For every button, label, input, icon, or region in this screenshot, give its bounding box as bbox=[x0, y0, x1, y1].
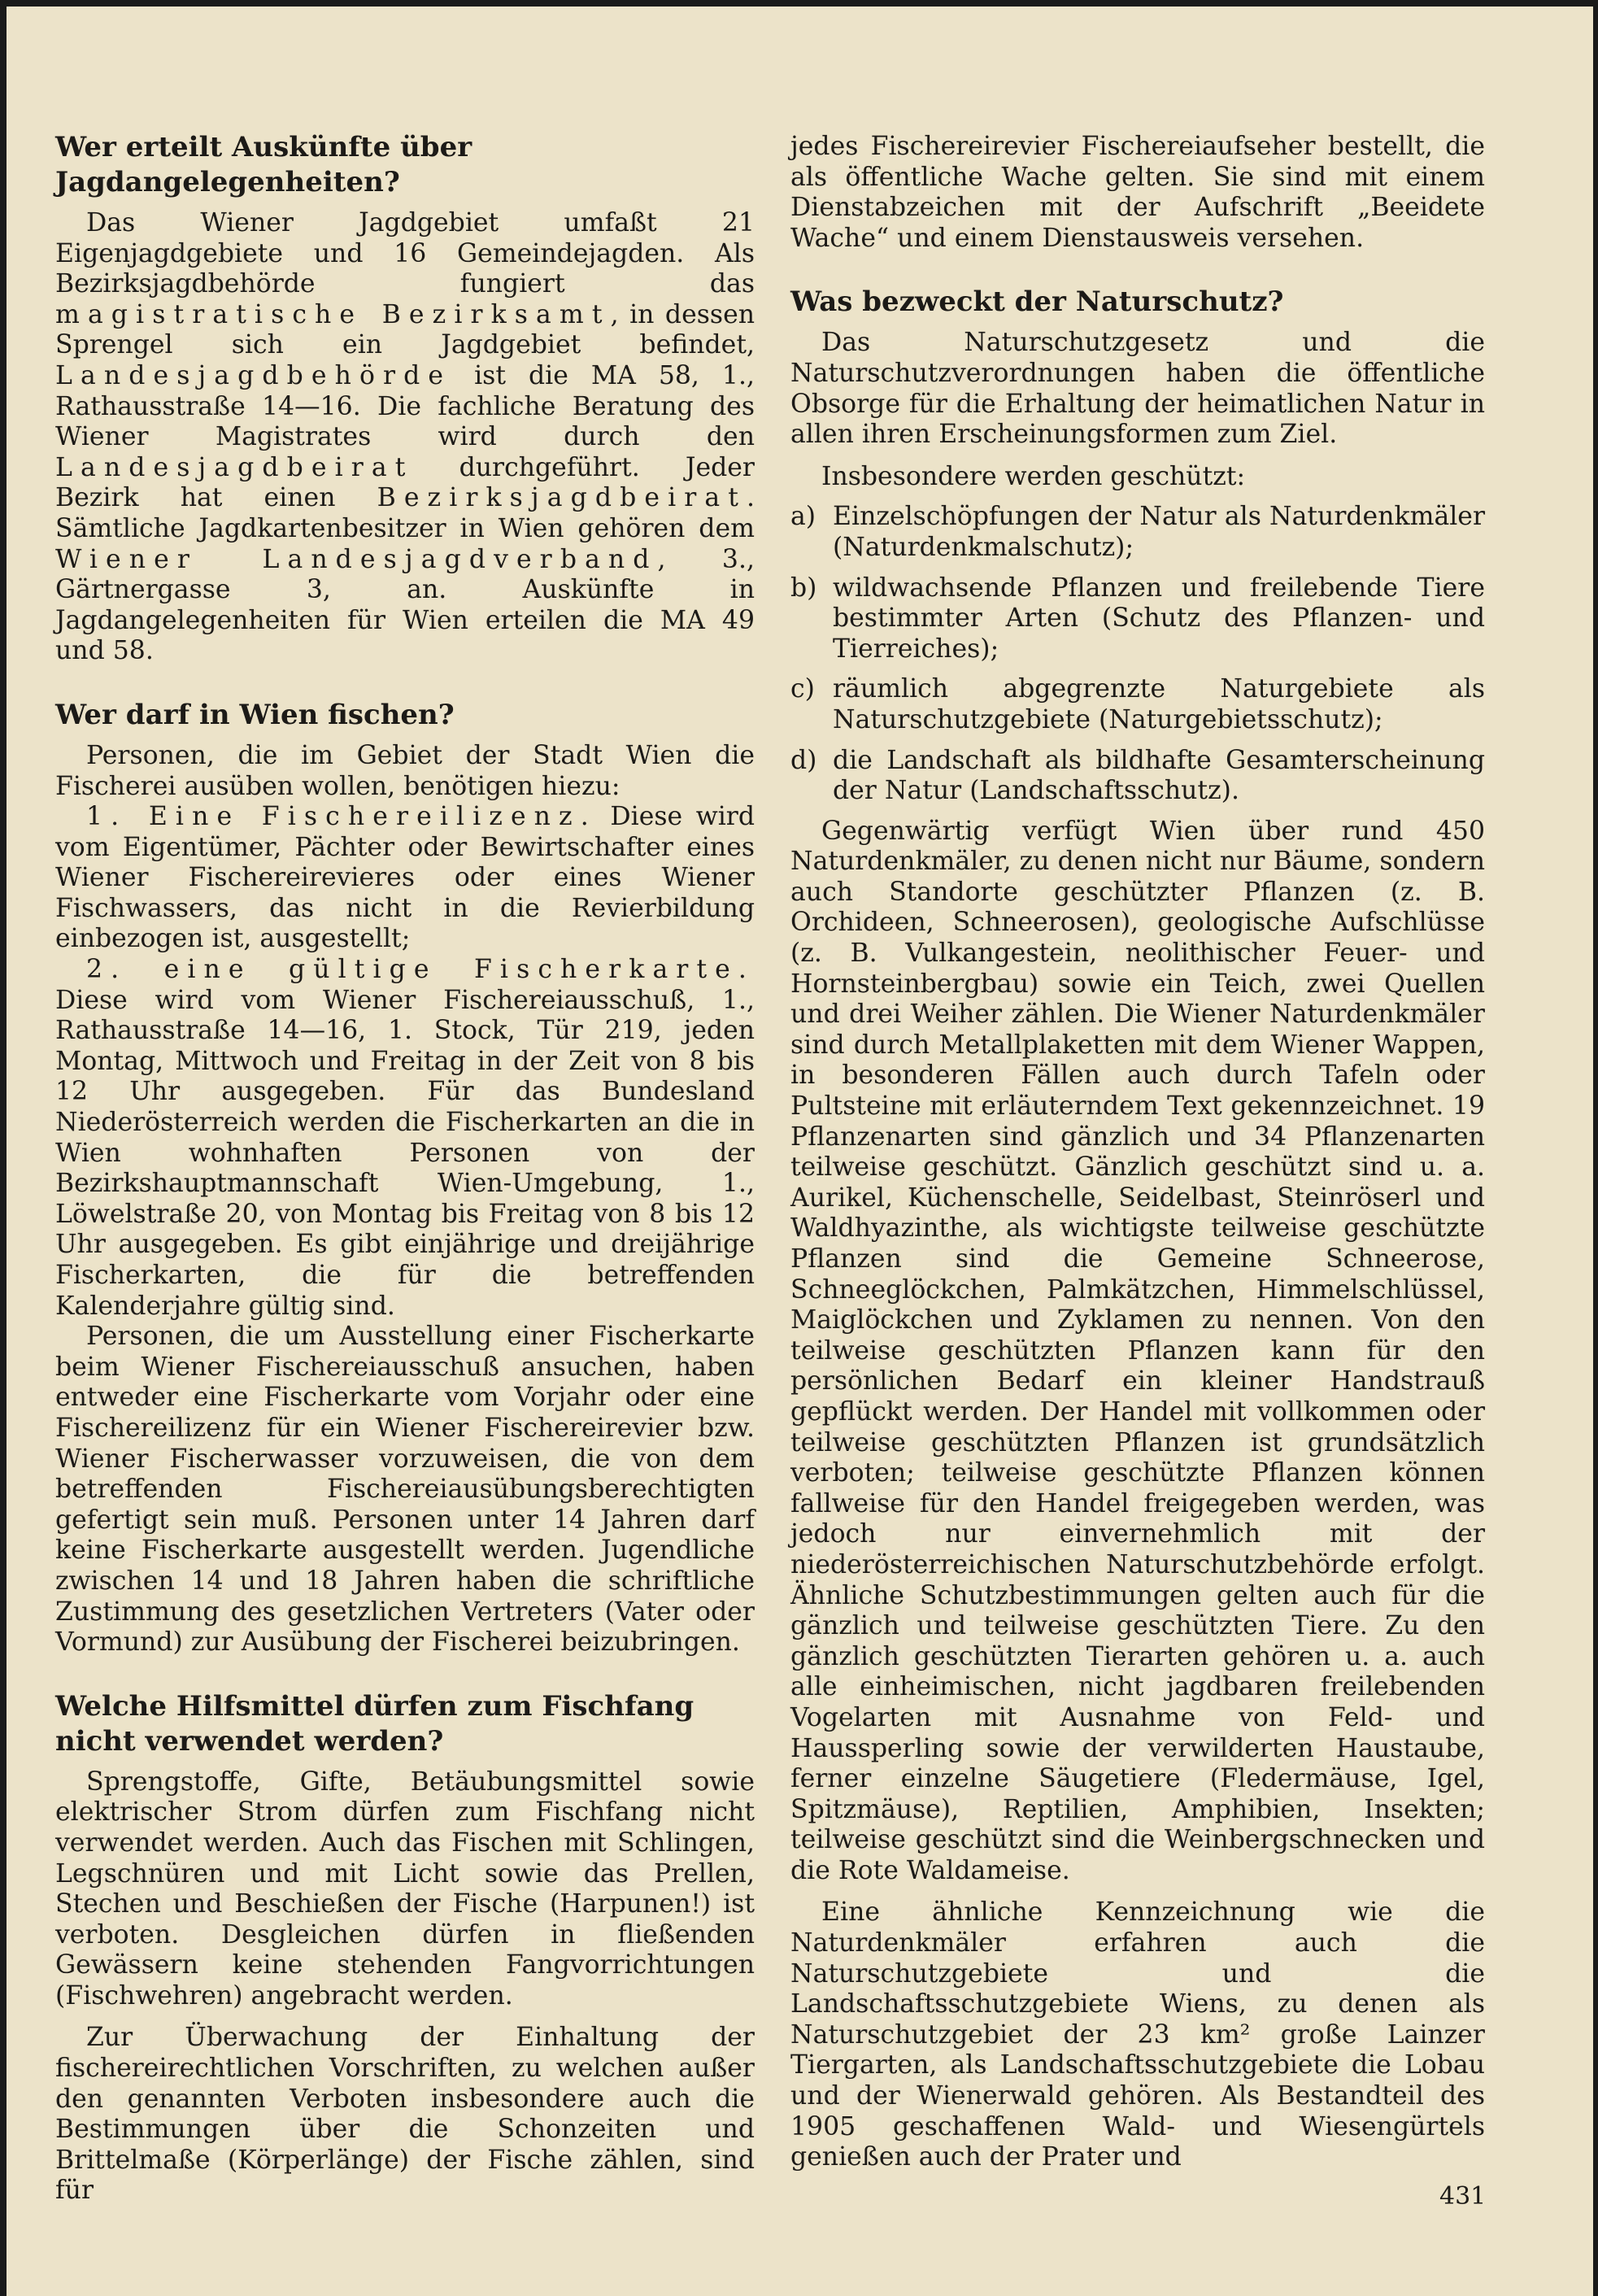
paragraph-naturschutzgesetz: Das Naturschutzgesetz und die Naturschutzverordnungen haben die öffentliche Obsorge für die Erhaltung der heimatlichen Natur in allen ihren Erscheinungsformen zum Ziel. bbox=[790, 328, 1485, 450]
paragraph-naturdenkmaeler: Gegenwärtig verfügt Wien über rund 450 Naturdenkmäler, zu denen nicht nur Bäume, sondern auch Standorte geschützter Pflanzen (z. B. Orchideen, Schneerosen), geologische Aufschlüsse (z. B. Vulkangestein, neolithischer Feuer- und Hornsteinbergbau) sowie ein Teich, zwei Quellen und drei Weiher zählen. Die Wiener Naturdenkmäler sind durch Metallplaketten mit dem Wiener Wappen, in besonderen Fällen auch durch Tafeln oder Pultsteine mit erläuterndem Text gekennzeichnet. 19 Pflanzenarten sind gänzlich und 34 Pflanzenarten teilweise geschützt. Gänzlich geschützt sind u. a. Aurikel, Küchenschelle, Seidelbast, Steinröserl und Waldhyazinthe, als wichtigste teilweise geschützte Pflanzen sind die Gemeine Schneerose, Schneeglöckchen, Palmkätzchen, Himmelschlüssel, Maiglöckchen und Zyklamen zu nennen. Von den teilweise geschützten Pflanzen kann für den persönlichen Bedarf ein kleiner Handstrauß gepflückt werden. Der Handel mit vollkommen oder teilweise geschützten Pflanzen ist grundsätzlich verboten; teilweise geschützte Pflanzen können fallweise für den Handel freigegeben werden, was jedoch nur einvernehmlich mit der niederösterreichischen Naturschutzbehörde erfolgt. Ähnliche Schutzbestimmungen gelten auch für die gänzlich und teilweise geschützten Tiere. Zu den gänzlich geschützten Tierarten gehören u. a. auch alle einheimischen, nicht jagdbaren freilebenden Vogelarten mit Ausnahme von Feld- und Haussperling sowie der verwilderten Haustaube, ferner einzelne Säugetiere (Fledermäuse, Igel, Spitzmäuse), Reptilien, Amphibien, Insekten; teilweise geschützt sind die Weinbergschnecken und die Rote Waldameise. bbox=[790, 816, 1485, 1885]
text-run: Diese wird vom Wiener Fischereiausschuß, 1., Rathausstraße 14—16, 1. Stock, Tür 219, jeden Montag, Mittwoch und Freitag in der Zeit von 8 bis 12 Uhr ausgegeben. Für das Bundesland Niederösterreich werden die Fischerkarten an die in Wien wohnhaften Personen von der Bezirkshauptmannschaft Wien-Umgebung, 1., Löwelstraße 20, von Montag bis Freitag von 8 bis 12 Uhr ausgegeben. Es gibt einjährige und dreijährige Fischerkarten, die für die betreffenden Kalenderjahre gültig sind. bbox=[55, 985, 755, 1321]
spaced-term: magistratische Bezirksamt bbox=[55, 299, 611, 329]
text-run: Diese wird vom Eigentümer, Pächter oder Bewirtschafter eines Wiener Fischereirevieres oder eines Wiener Fischwassers, das nicht in die Revierbildung einbezogen ist, ausgestellt; bbox=[55, 802, 755, 954]
list-item-label: a) bbox=[790, 502, 816, 532]
right-column bbox=[790, 132, 1485, 2173]
list-item-label: c) bbox=[790, 674, 815, 704]
page-number: 431 bbox=[1439, 2182, 1487, 2211]
spaced-term: Landesjagdbehörde bbox=[55, 360, 452, 390]
list-item bbox=[790, 502, 1485, 563]
scan-edge-top bbox=[0, 0, 1598, 7]
scan-edge-right bbox=[1593, 0, 1598, 2296]
text-run: . Sämtliche Jagdkartenbesitzer in Wien gehören dem bbox=[55, 483, 755, 543]
text-run: , 3., Gärtnergasse 3, an. Auskünfte in Jagdangelegenheiten für Wien erteilen die MA 49 und 58. bbox=[55, 544, 755, 666]
list-item-label: b) bbox=[790, 573, 817, 603]
paragraph-fischerkarte bbox=[55, 955, 755, 1322]
list-item bbox=[790, 746, 1485, 807]
text-run: ist die MA 58, 1., Rathausstraße 14—16. Die fachliche Beratung des Wiener Magistrates wird durch den bbox=[55, 360, 755, 452]
list-item-label: d) bbox=[790, 745, 817, 775]
spaced-term: 1. Eine Fischereilizenz. bbox=[86, 802, 597, 832]
paragraph-jagdgebiet bbox=[55, 208, 755, 667]
paragraph-ueberwachung: Zur Überwachung der Einhaltung der fischereirechtlichen Vorschriften, zu welchen außer den genannten Verboten insbesondere auch die Bestimmungen über die Schonzeiten und Brittelmaße (Körperlänge) der Fische zählen, sind für bbox=[55, 2023, 755, 2206]
paragraph-fischerei-voraussetzung: Personen, die im Gebiet der Stadt Wien die Fischerei ausüben wollen, benötigen hiezu: bbox=[55, 740, 755, 801]
list-item-text: wildwachsende Pflanzen und freilebende Tiere bestimmter Arten (Schutz des Pflanzen- und Tierreiches); bbox=[833, 573, 1485, 664]
paragraph-ausstellung: Personen, die um Ausstellung einer Fischerkarte beim Wiener Fischereiausschuß ansuchen, haben entweder eine Fischerkarte vom Vorjahr oder eine Fischereilizenz für ein Wiener Fischereirevier bzw. Wiener Fischerwasser vorzuweisen, die von dem betreffenden Fischereiausübungsberechtigten gefertigt sein muß. Personen unter 14 Jahren darf keine Fischerkarte ausgestellt werden. Jugendliche zwischen 14 und 18 Jahren haben die schriftliche Zustimmung des gesetzlichen Vertreters (Vater oder Vormund) zur Ausübung der Fischerei beizubringen. bbox=[55, 1322, 755, 1658]
text-run: durchgeführt. Jeder Bezirk hat einen bbox=[55, 452, 755, 513]
list-item bbox=[790, 573, 1485, 665]
text-run: , in dessen Sprengel sich ein Jagdgebiet befindet, bbox=[55, 299, 755, 360]
paragraph-geschuetzt-intro: Insbesondere werden geschützt: bbox=[821, 461, 1246, 491]
list-item bbox=[790, 674, 1485, 735]
heading-hilfsmittel: Welche Hilfsmittel dürfen zum Fischfang nicht verwendet werden? bbox=[55, 1689, 694, 1758]
paragraph-fischereiaufseher: jedes Fischereirevier Fischereiaufseher bestellt, die als öffentliche Wache gelten. Sie sind mit einem Dienstabzeichen mit der Aufschrift „Beeidete Wache“ und einem Dienstausweis versehen. bbox=[790, 132, 1485, 253]
list-item-text: räumlich abgegrenzte Naturgebiete als Naturschutzgebiete (Naturgebietsschutz); bbox=[833, 674, 1485, 734]
spaced-term: 2. eine gültige Fischerkarte. bbox=[86, 955, 755, 985]
heading-naturschutz: Was bezweckt der Naturschutz? bbox=[790, 285, 1284, 319]
spaced-term: Landesjagdbeirat bbox=[55, 452, 414, 482]
list-item-text: Einzelschöpfungen der Natur als Naturdenkmäler (Naturdenkmalschutz); bbox=[833, 502, 1485, 562]
heading-fischen: Wer darf in Wien fischen? bbox=[55, 698, 455, 731]
paragraph-verbote: Sprengstoffe, Gifte, Betäubungsmittel sowie elektrischer Strom dürfen zum Fischfang nicht verwendet werden. Auch das Fischen mit Schlingen, Legschnüren und mit Licht sowie das Prellen, Stechen und Beschießen der Fische (Harpunen!) ist verboten. Desgleichen dürfen in fließenden Gewässern keine stehenden Fangvorrichtungen (Fischwehren) angebracht werden. bbox=[55, 1767, 755, 2011]
list-item-text: die Landschaft als bildhafte Gesamterscheinung der Natur (Landschaftsschutz). bbox=[833, 745, 1485, 806]
text-run: Das Wiener Jagdgebiet umfaßt 21 Eigenjagdgebiete und 16 Gemeindejagden. Als Bezirksjagdbehörde fungiert das bbox=[55, 208, 755, 299]
scan-edge-left bbox=[0, 0, 7, 2296]
spaced-term: Bezirksjagdbeirat bbox=[377, 483, 747, 513]
left-column bbox=[55, 130, 755, 2207]
heading-jagdangelegenheiten: Wer erteilt Auskünfte über Jagdangelegenheiten? bbox=[55, 131, 472, 198]
spaced-term: Wiener Landesjagdverband bbox=[55, 544, 658, 574]
paragraph-fischereilizenz bbox=[55, 802, 755, 955]
protection-list bbox=[790, 502, 1485, 806]
paragraph-schutzgebiete: Eine ähnliche Kennzeichnung wie die Naturdenkmäler erfahren auch die Naturschutzgebiete und die Landschaftsschutzgebiete Wiens, zu denen als Naturschutzgebiet der 23 km² große Lainzer Tiergarten, als Landschaftsschutzgebiete die Lobau und der Wienerwald gehören. Als Bestandteil des 1905 geschaffenen Wald- und Wiesengürtels genießen auch der Prater und bbox=[790, 1897, 1485, 2172]
